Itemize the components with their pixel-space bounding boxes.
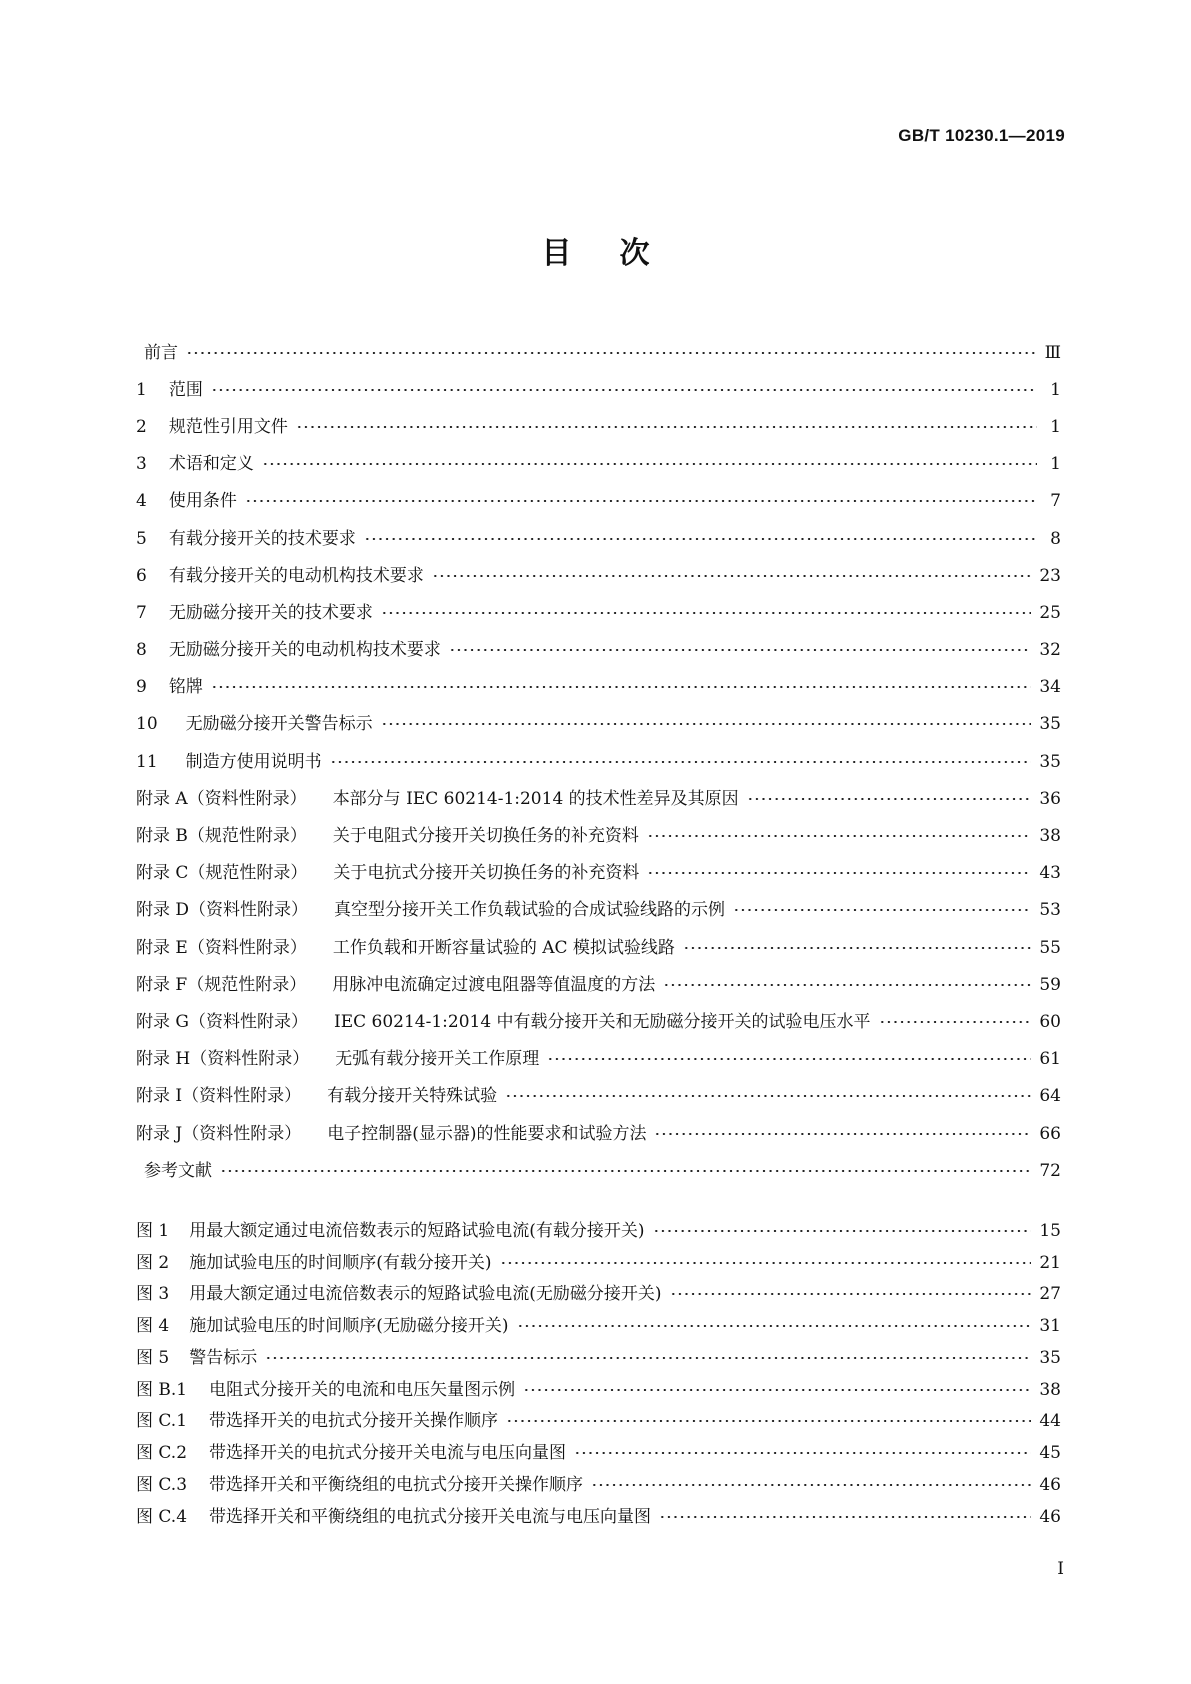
toc-entry-title: 电子控制器(显示器)的性能要求和试验方法	[327, 1123, 647, 1144]
figure-entry-page: 38	[1039, 1379, 1061, 1400]
toc-entry-title: 有载分接开关的技术要求	[168, 528, 356, 549]
toc-entry-page: 72	[1039, 1160, 1061, 1181]
toc-entry-number: 附录 D（资料性附录）	[136, 900, 309, 921]
figure-entry[interactable]	[136, 1215, 1061, 1247]
toc-entry-title: 使用条件	[168, 491, 237, 512]
figure-entry-page: 44	[1039, 1411, 1061, 1432]
toc-entry-number: 附录 A（资料性附录）	[136, 788, 307, 809]
toc-entry-page: 59	[1039, 974, 1061, 995]
figure-entry-page: 46	[1039, 1506, 1061, 1527]
toc-entry[interactable]	[136, 855, 1061, 892]
toc-entry-number: 附录 H（资料性附录）	[136, 1049, 310, 1070]
toc-entry[interactable]	[136, 892, 1061, 929]
toc-entry[interactable]	[136, 1041, 1061, 1078]
toc-entry[interactable]	[136, 1152, 1061, 1189]
dot-leader	[547, 1058, 1031, 1060]
dot-leader	[653, 1230, 1032, 1232]
figure-entry-title: 警告标示	[189, 1347, 258, 1368]
dot-leader	[381, 723, 1032, 725]
figure-entry-page: 45	[1039, 1443, 1061, 1464]
toc-entry-title: 范围	[168, 379, 203, 400]
dot-leader	[505, 1095, 1031, 1097]
toc-entry-title: 制造方使用说明书	[185, 751, 322, 772]
dot-leader	[663, 984, 1031, 986]
figure-entry-title: 带选择开关和平衡绕组的电抗式分接开关电流与电压向量图	[209, 1506, 652, 1527]
toc-entry[interactable]	[136, 966, 1061, 1003]
figure-entry-page: 31	[1039, 1316, 1061, 1337]
figure-entry-number: 图 B.1	[136, 1379, 188, 1400]
figure-entry-number: 图 C.2	[136, 1443, 188, 1464]
figure-entry-page: 35	[1039, 1347, 1061, 1368]
toc-entry-title: 参考文献	[144, 1160, 212, 1181]
toc-entry[interactable]	[136, 1078, 1061, 1115]
toc-entry-title: 工作负载和开断容量试验的 AC 模拟试验线路	[332, 937, 675, 958]
toc-entry-title: 规范性引用文件	[168, 416, 288, 437]
toc-entry[interactable]	[136, 594, 1061, 631]
toc-entry-number: 2	[136, 416, 147, 437]
figure-entry-number: 图 C.1	[136, 1411, 188, 1432]
toc-entry-number: 附录 B（规范性附录）	[136, 826, 307, 847]
toc-entry-page: 35	[1039, 751, 1061, 772]
toc-entry[interactable]	[136, 780, 1061, 817]
toc-entry-number: 11	[136, 751, 158, 772]
figure-entry-title: 带选择开关和平衡绕组的电抗式分接开关操作顺序	[209, 1474, 584, 1495]
toc-entry-number: 附录 I（资料性附录）	[136, 1086, 302, 1107]
toc-entry-page: 23	[1039, 565, 1061, 586]
toc-entry[interactable]	[136, 669, 1061, 706]
toc-entry-page: 34	[1039, 677, 1061, 698]
dot-leader	[245, 500, 1037, 502]
figure-entry-number: 图 1	[136, 1220, 170, 1241]
toc-entry[interactable]	[136, 1115, 1061, 1152]
toc-entry-title: 本部分与 IEC 60214-1:2014 的技术性差异及其原因	[332, 788, 739, 809]
figure-entry-number: 图 3	[136, 1284, 170, 1305]
toc-entry-number: 9	[136, 677, 147, 698]
standard-code: GB/T 10230.1—2019	[898, 126, 1065, 145]
toc-entry-title: 铭牌	[168, 677, 203, 698]
toc-entry[interactable]	[136, 929, 1061, 966]
figure-entry-number: 图 C.4	[136, 1506, 188, 1527]
toc-entry-number: 附录 F（规范性附录）	[136, 974, 307, 995]
figure-entry[interactable]	[136, 1310, 1061, 1342]
toc-entry[interactable]	[136, 557, 1061, 594]
toc-entry-title: 关于电抗式分接开关切换任务的补充资料	[333, 863, 640, 884]
toc-entry-number: 10	[136, 714, 158, 735]
toc-entry-number: 8	[136, 640, 147, 661]
dot-leader	[432, 575, 1032, 577]
figure-entry-page: 21	[1039, 1252, 1061, 1273]
page-number: I	[1057, 1559, 1064, 1579]
figure-entry-title: 施加试验电压的时间顺序(有载分接开关)	[189, 1252, 492, 1273]
figure-entry[interactable]	[136, 1406, 1061, 1438]
toc-entry-title: 无励磁分接开关的技术要求	[168, 602, 373, 623]
toc-entry-page: 1	[1050, 454, 1061, 475]
toc-entry-page: 35	[1039, 714, 1061, 735]
toc-entry-number: 1	[136, 379, 147, 400]
toc-entry-number: 3	[136, 454, 147, 475]
toc-entry-page: 36	[1039, 788, 1061, 809]
figure-entry-number: 图 5	[136, 1347, 170, 1368]
toc-entry-page: 61	[1039, 1049, 1061, 1070]
figure-entry-number: 图 C.3	[136, 1474, 188, 1495]
toc-entry-page: 53	[1039, 900, 1061, 921]
dot-leader	[879, 1021, 1032, 1023]
toc-entry-number: 5	[136, 528, 147, 549]
toc-entry-page: 43	[1039, 863, 1061, 884]
dot-leader	[523, 1389, 1031, 1391]
toc-entry[interactable]	[136, 520, 1061, 557]
toc-entry[interactable]	[136, 446, 1061, 483]
figure-entry-page: 15	[1039, 1220, 1061, 1241]
table-of-contents	[136, 334, 1061, 1189]
figure-entry-title: 电阻式分接开关的电流和电压矢量图示例	[209, 1379, 516, 1400]
toc-entry-page: 66	[1039, 1123, 1061, 1144]
toc-entry-page: 32	[1039, 640, 1061, 661]
toc-entry-number: 4	[136, 491, 147, 512]
dot-leader	[747, 798, 1032, 800]
dot-leader	[330, 761, 1032, 763]
toc-entry-page: 38	[1039, 826, 1061, 847]
dot-leader	[654, 1133, 1031, 1135]
figure-entry[interactable]	[136, 1469, 1061, 1501]
dot-leader	[296, 426, 1037, 428]
dot-leader	[211, 686, 1032, 688]
toc-entry-page: 25	[1039, 602, 1061, 623]
dot-leader	[733, 909, 1031, 911]
figure-entry-title: 用最大额定通过电流倍数表示的短路试验电流(有载分接开关)	[189, 1220, 645, 1241]
dot-leader	[500, 1262, 1032, 1264]
figure-entry-page: 27	[1039, 1284, 1061, 1305]
dot-leader	[670, 1293, 1032, 1295]
toc-entry-page: 55	[1039, 937, 1061, 958]
toc-entry[interactable]	[136, 408, 1061, 445]
figure-entry-title: 带选择开关的电抗式分接开关电流与电压向量图	[209, 1443, 567, 1464]
figure-entry[interactable]	[136, 1437, 1061, 1469]
toc-entry[interactable]	[136, 743, 1061, 780]
toc-entry-page: Ⅲ	[1044, 342, 1061, 363]
toc-entry-number: 6	[136, 565, 147, 586]
toc-entry-number: 附录 C（规范性附录）	[136, 863, 308, 884]
dot-leader	[683, 947, 1031, 949]
toc-entry-number: 7	[136, 602, 147, 623]
dot-leader	[186, 352, 1037, 354]
dot-leader	[265, 1357, 1031, 1359]
dot-leader	[211, 389, 1037, 391]
dot-leader	[262, 463, 1037, 465]
dot-leader	[506, 1420, 1031, 1422]
dot-leader	[591, 1484, 1031, 1486]
toc-entry[interactable]	[136, 1003, 1061, 1040]
figure-entry-title: 用最大额定通过电流倍数表示的短路试验电流(无励磁分接开关)	[189, 1284, 662, 1305]
toc-entry-title: 真空型分接开关工作负载试验的合成试验线路的示例	[334, 900, 726, 921]
toc-entry-title: 用脉冲电流确定过渡电阻器等值温度的方法	[332, 974, 656, 995]
toc-entry-title: 术语和定义	[168, 454, 254, 475]
figure-entry[interactable]	[136, 1501, 1061, 1533]
toc-entry-page: 1	[1050, 416, 1061, 437]
dot-leader	[647, 872, 1031, 874]
figure-entry-number: 图 4	[136, 1316, 170, 1337]
toc-entry-number: 附录 G（资料性附录）	[136, 1011, 308, 1032]
toc-entry-page: 64	[1039, 1086, 1061, 1107]
dot-leader	[364, 538, 1037, 540]
figure-entry[interactable]	[136, 1279, 1061, 1311]
toc-entry[interactable]	[136, 334, 1061, 371]
toc-entry[interactable]	[136, 371, 1061, 408]
dot-leader	[220, 1170, 1031, 1172]
toc-entry[interactable]	[136, 632, 1061, 669]
toc-entry-number: 附录 E（资料性附录）	[136, 937, 307, 958]
figure-entry-title: 施加试验电压的时间顺序(无励磁分接开关)	[189, 1316, 509, 1337]
dot-leader	[659, 1516, 1031, 1518]
toc-entry[interactable]	[136, 817, 1061, 854]
toc-entry-number: 附录 J（资料性附录）	[136, 1123, 302, 1144]
toc-entry-title: 无弧有载分接开关工作原理	[335, 1049, 540, 1070]
dot-leader	[381, 612, 1032, 614]
toc-entry-title: 前言	[144, 342, 178, 363]
dot-leader	[449, 649, 1032, 651]
toc-entry-page: 60	[1039, 1011, 1061, 1032]
toc-entry-page: 1	[1050, 379, 1061, 400]
toc-entry-title: 无励磁分接开关的电动机构技术要求	[168, 640, 441, 661]
dot-leader	[517, 1325, 1032, 1327]
figure-entry-page: 46	[1039, 1474, 1061, 1495]
figure-entry[interactable]	[136, 1342, 1061, 1374]
page-title: 目次	[541, 236, 698, 271]
figure-entry[interactable]	[136, 1247, 1061, 1279]
dot-leader	[647, 835, 1031, 837]
list-of-figures	[136, 1215, 1061, 1533]
toc-entry[interactable]	[136, 483, 1061, 520]
figure-entry-number: 图 2	[136, 1252, 170, 1273]
figure-entry[interactable]	[136, 1374, 1061, 1406]
toc-entry-page: 8	[1050, 528, 1061, 549]
dot-leader	[574, 1452, 1031, 1454]
toc-entry-title: IEC 60214-1:2014 中有载分接开关和无励磁分接开关的试验电压水平	[333, 1011, 871, 1032]
toc-entry-title: 有载分接开关的电动机构技术要求	[168, 565, 424, 586]
toc-entry-title: 无励磁分接开关警告标示	[185, 714, 373, 735]
toc-entry-title: 有载分接开关特殊试验	[327, 1086, 498, 1107]
toc-entry-title: 关于电阻式分接开关切换任务的补充资料	[332, 826, 639, 847]
toc-entry[interactable]	[136, 706, 1061, 743]
figure-entry-title: 带选择开关的电抗式分接开关操作顺序	[209, 1411, 499, 1432]
toc-entry-page: 7	[1050, 491, 1061, 512]
